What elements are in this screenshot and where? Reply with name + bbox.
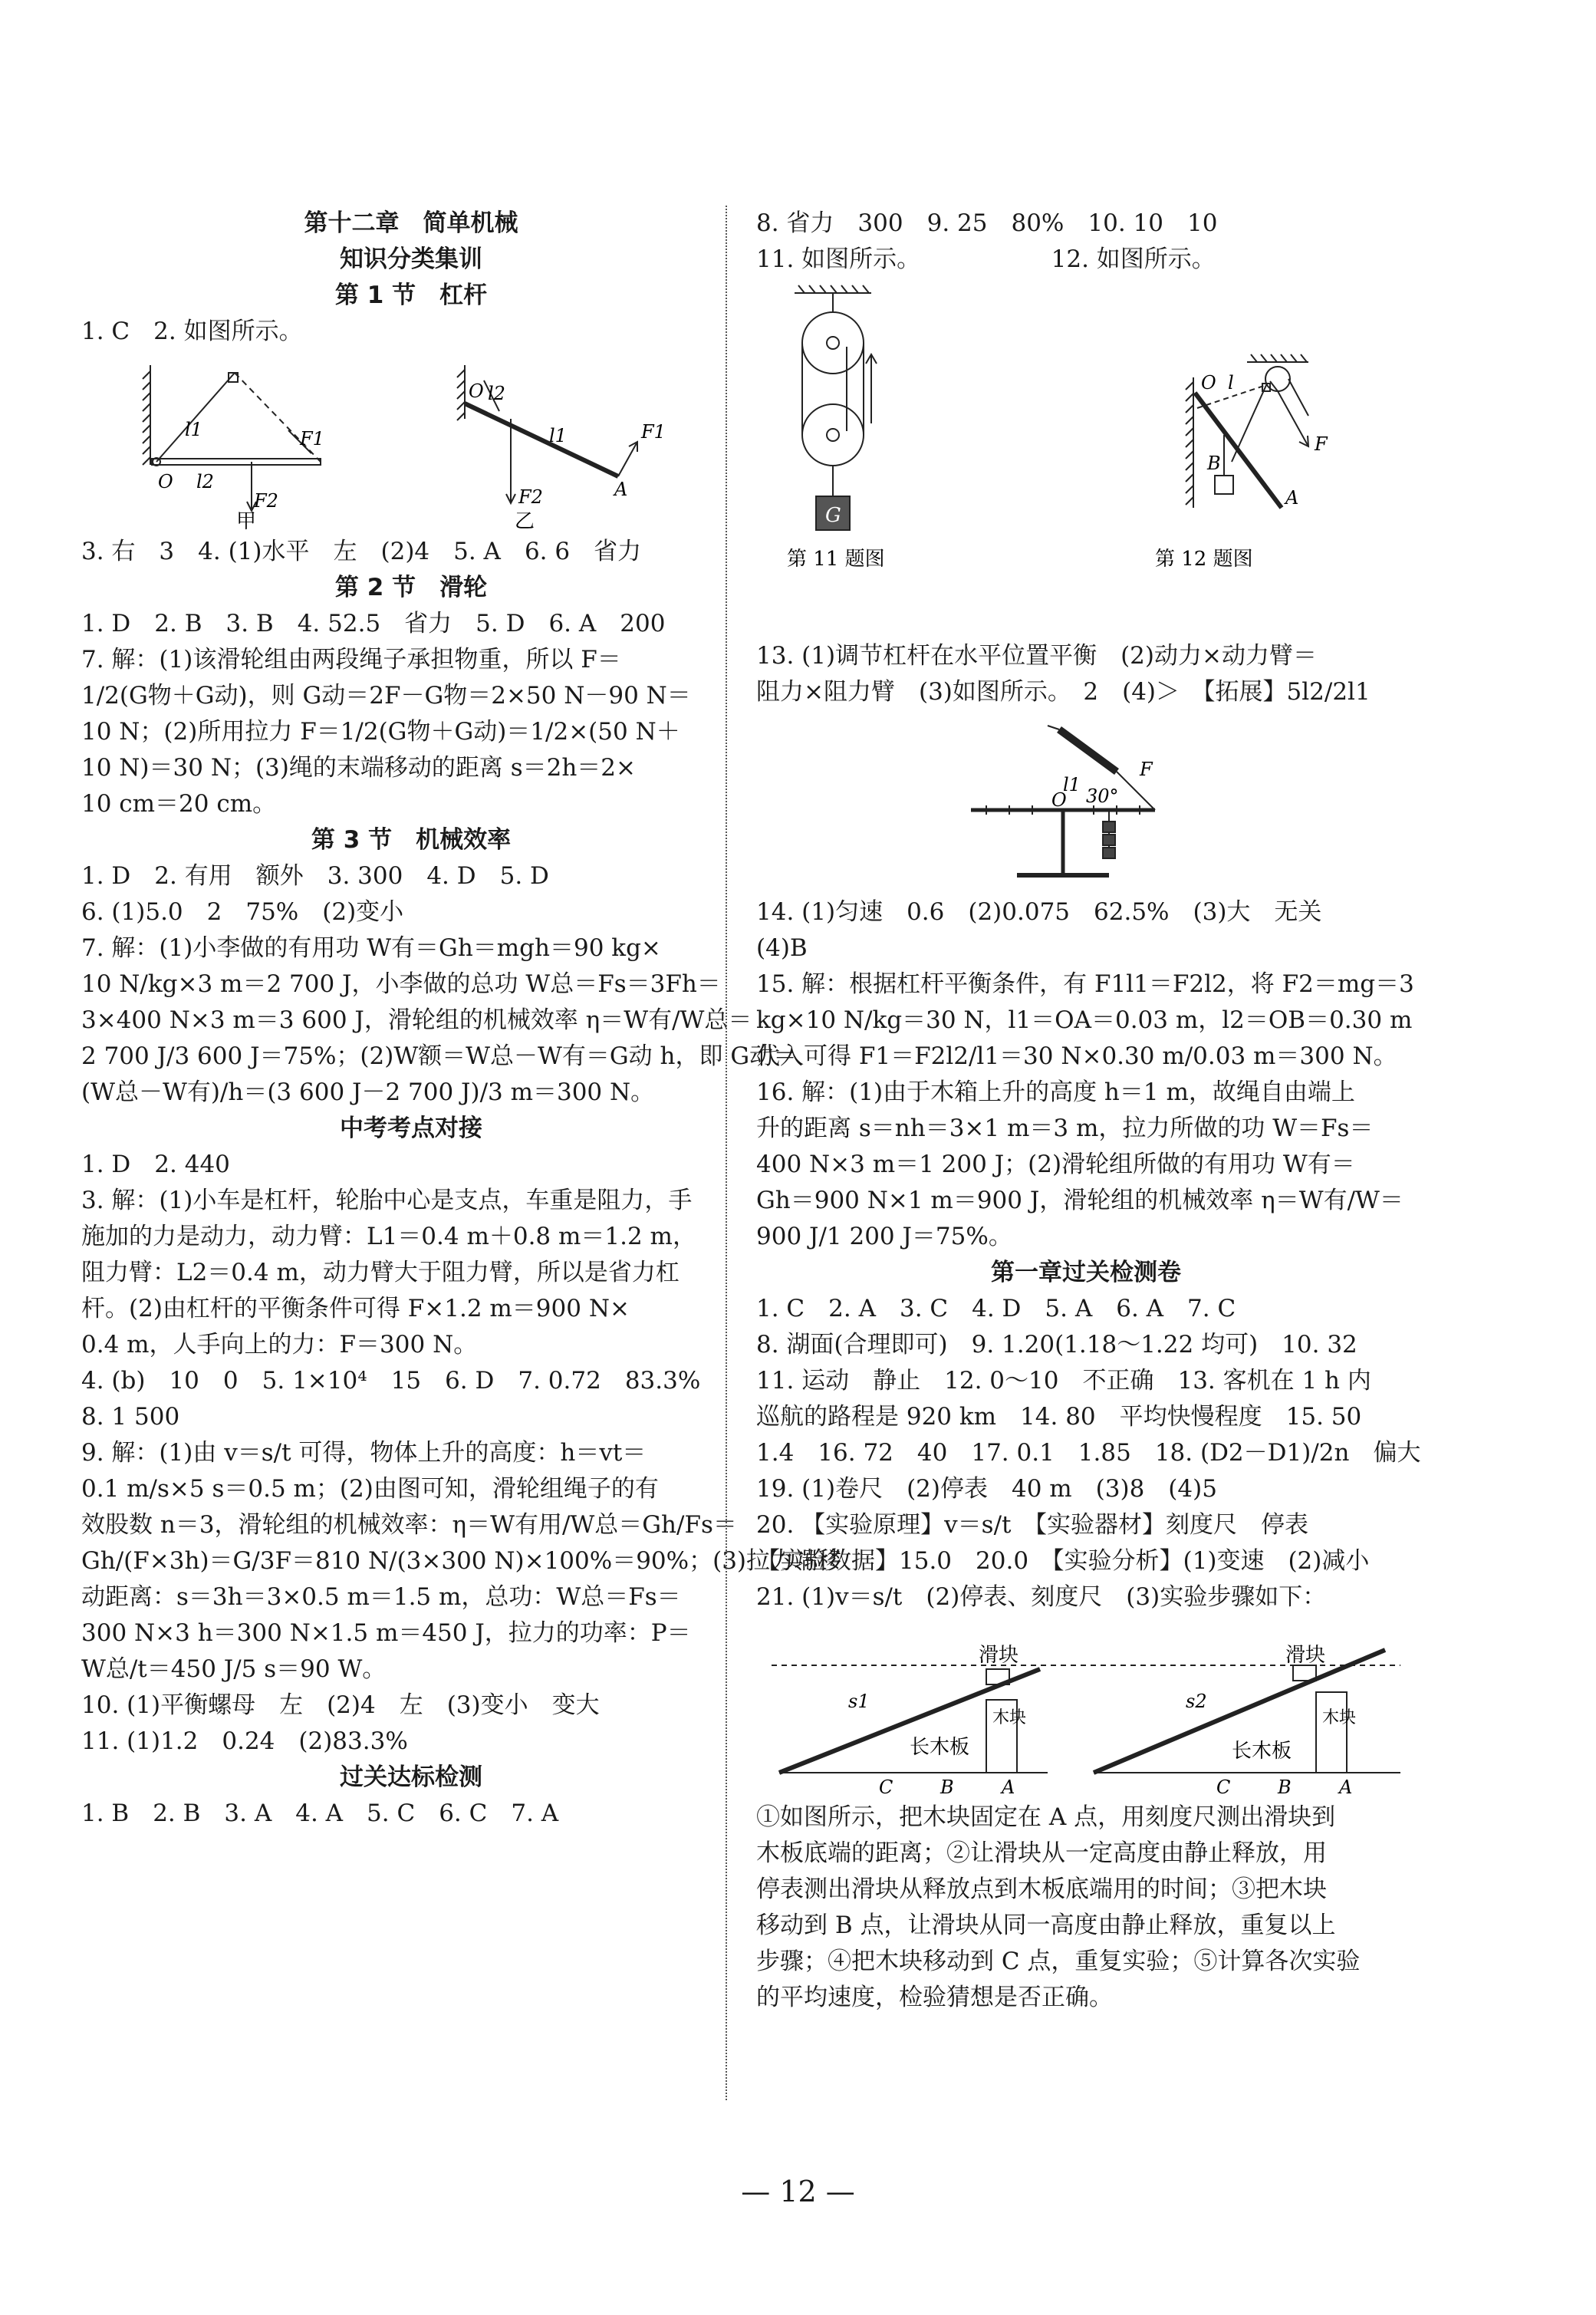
answer-line: 步骤；④把木块移动到 C 点，重复实验；⑤计算各次实验 — [756, 1948, 1361, 1975]
svg-text:第 11 题图: 第 11 题图 — [787, 548, 885, 571]
answer-line: 8. 1 500 — [81, 1403, 180, 1431]
svg-text:滑块: 滑块 — [979, 1644, 1019, 1667]
svg-text:l2: l2 — [196, 471, 214, 492]
answer-line: 11. 如图所示。 12. 如图所示。 — [756, 245, 1216, 273]
answer-line: 21. (1)v＝s/t (2)停表、刻度尺 (3)实验步骤如下： — [756, 1583, 1327, 1611]
answer-line: 11. 运动 静止 12. 0～10 不正确 13. 客机在 1 h 内 — [756, 1367, 1371, 1395]
svg-text:乙: 乙 — [515, 510, 535, 533]
answer-line: W总/t＝450 J/5 s＝90 W。 — [81, 1655, 387, 1683]
answer-line: 阻力×阻力臂 (3)如图所示。 2 (4)＞ 【拓展】5l2/2l1 — [756, 678, 1371, 706]
svg-text:G: G — [825, 504, 841, 527]
answer-line: 1. B 2. B 3. A 4. A 5. C 6. C 7. A — [81, 1800, 559, 1827]
answer-line: 杆。(2)由杠杆的平衡条件可得 F×1.2 m＝900 N× — [81, 1295, 630, 1322]
svg-text:A: A — [1002, 1777, 1015, 1798]
answer-line: 400 N×3 m＝1 200 J；(2)滑轮组所做的有用功 W有＝ — [756, 1151, 1355, 1178]
answer-line: 【实验数据】15.0 20.0 【实验分析】(1)变速 (2)减小 — [756, 1547, 1370, 1575]
svg-text:O: O — [469, 380, 484, 402]
answer-line: 升的距离 s＝nh＝3×1 m＝3 m，拉力所做的功 W＝Fs＝ — [756, 1115, 1374, 1142]
answer-line: 20. 【实验原理】v＝s/t 【实验器材】刻度尺 停表 — [756, 1511, 1308, 1539]
answer-line: 10 N/kg×3 m＝2 700 J，小李做的总功 W总＝Fs＝3Fh＝ — [81, 970, 721, 998]
section-heading: 第 2 节 滑轮 — [334, 574, 488, 601]
answer-line: 1. D 2. 有用 额外 3. 300 4. D 5. D — [81, 862, 549, 890]
answer-line: 3. 右 3 4. (1)水平 左 (2)4 5. A 6. 6 省力 — [81, 538, 642, 565]
answer-line: 0.1 m/s×5 s＝0.5 m；(2)由图可知，滑轮组绳子的有 — [81, 1475, 659, 1503]
answer-line: 0.4 m，人手向上的力：F＝300 N。 — [81, 1331, 478, 1358]
answer-line: 4. (b) 10 0 5. 1×10⁴ 15 6. D 7. 0.72 83.3% — [81, 1367, 701, 1395]
svg-text:O: O — [1201, 372, 1216, 394]
answer-line: 19. (1)卷尺 (2)停表 40 m (3)8 (4)5 — [756, 1475, 1217, 1503]
answer-line: 1. C 2. 如图所示。 — [81, 318, 303, 345]
page-number: — 12 — — [741, 2175, 855, 2208]
answer-line: 1. D 2. 440 — [81, 1151, 230, 1178]
answer-line: 10 N；(2)所用拉力 F＝1/2(G物＋G动)＝1/2×(50 N＋ — [81, 718, 680, 746]
svg-text:长木板: 长木板 — [910, 1736, 970, 1759]
svg-text:B: B — [1207, 453, 1221, 474]
svg-text:滑块: 滑块 — [1285, 1644, 1326, 1667]
svg-text:l1: l1 — [549, 425, 567, 446]
answer-line: 13. (1)调节杠杆在水平位置平衡 (2)动力×动力臂＝ — [756, 642, 1317, 670]
answer-line: 1. C 2. A 3. C 4. D 5. A 6. A 7. C — [756, 1295, 1236, 1322]
answer-line: 移动到 B 点，让滑块从同一高度由静止释放，重复以上 — [756, 1912, 1336, 1939]
section-heading: 第十二章 简单机械 — [304, 209, 518, 237]
answer-line: 9. 解：(1)由 v＝s/t 可得，物体上升的高度：h＝vt＝ — [81, 1439, 647, 1467]
answer-line: 6. (1)5.0 2 75% (2)变小 — [81, 898, 404, 926]
answer-line: ①如图所示，把木块固定在 A 点，用刻度尺测出滑块到 — [756, 1803, 1336, 1831]
svg-text:甲: 甲 — [236, 510, 257, 533]
answer-line: 1/2(G物＋G动)，则 G动＝2F－G物＝2×50 N－90 N＝ — [81, 682, 691, 710]
svg-text:l2: l2 — [488, 383, 505, 404]
column-divider — [726, 206, 727, 2100]
answer-line: 14. (1)匀速 0.6 (2)0.075 62.5% (3)大 无关 — [756, 898, 1322, 926]
answer-line: 16. 解：(1)由于木箱上升的高度 h＝1 m，故绳自由端上 — [756, 1078, 1355, 1106]
answer-line: 11. (1)1.2 0.24 (2)83.3% — [81, 1727, 408, 1755]
answer-line: 15. 解：根据杠杆平衡条件，有 F1l1＝F2l2，将 F2＝mg＝3 — [756, 970, 1414, 998]
answer-line: 动距离：s＝3h＝3×0.5 m＝1.5 m，总功：W总＝Fs＝ — [81, 1583, 681, 1611]
svg-text:F1: F1 — [641, 421, 666, 443]
balance-figure — [756, 710, 1416, 894]
answer-line: 代入可得 F1＝F2l2/l1＝30 N×0.30 m/0.03 m＝300 N。 — [756, 1042, 1397, 1070]
answer-line: 的平均速度，检验猜想是否正确。 — [756, 1984, 1113, 2011]
svg-text:A: A — [1285, 487, 1299, 509]
answer-line: 效股数 n＝3，滑轮组的机械效率：η＝W有用/W总＝Gh/Fs＝ — [81, 1511, 737, 1539]
answer-line: 停表测出滑块从释放点到木板底端用的时间；③把木块 — [756, 1875, 1327, 1903]
answer-line: 3. 解：(1)小车是杠杆，轮胎中心是支点，车重是阻力，手 — [81, 1187, 693, 1214]
svg-text:F: F — [1315, 433, 1328, 455]
answer-line: Gh＝900 N×1 m＝900 J，滑轮组的机械效率 η＝W有/W＝ — [756, 1187, 1403, 1214]
svg-text:B: B — [1278, 1777, 1292, 1798]
svg-text:F2: F2 — [518, 486, 543, 508]
answer-line: 7. 解：(1)该滑轮组由两段绳子承担物重，所以 F＝ — [81, 646, 621, 673]
svg-text:s2: s2 — [1186, 1691, 1207, 1712]
section-heading: 知识分类集训 — [340, 245, 482, 273]
svg-text:A: A — [1339, 1777, 1353, 1798]
answer-line: 3×400 N×3 m＝3 600 J，滑轮组的机械效率 η＝W有/W总＝ — [81, 1006, 752, 1034]
svg-text:C: C — [1216, 1777, 1231, 1798]
svg-text:B: B — [940, 1777, 954, 1798]
answer-line: 7. 解：(1)小李做的有用功 W有＝Gh＝mgh＝90 kg× — [81, 934, 661, 962]
svg-text:l: l — [1228, 372, 1234, 394]
answer-line: 施加的力是动力，动力臂：L1＝0.4 m＋0.8 m＝1.2 m， — [81, 1223, 696, 1250]
svg-text:木块: 木块 — [1322, 1708, 1357, 1727]
answer-line: 10 N)＝30 N；(3)绳的末端移动的距离 s＝2h＝2× — [81, 754, 637, 782]
svg-text:O: O — [1051, 789, 1067, 811]
answer-line: 10. (1)平衡螺母 左 (2)4 左 (3)变小 变大 — [81, 1691, 600, 1719]
incline-figure — [756, 1615, 1416, 1800]
answer-line: Gh/(F×3h)＝G/3F＝810 N/(3×300 N)×100%＝90%；(3)拉力端移 — [81, 1547, 842, 1575]
svg-text:C: C — [879, 1777, 893, 1798]
section-heading: 过关达标检测 — [340, 1763, 482, 1791]
svg-text:第 12 题图: 第 12 题图 — [1155, 548, 1253, 571]
answer-line: 阻力臂：L2＝0.4 m，动力臂大于阻力臂，所以是省力杠 — [81, 1259, 680, 1286]
section-heading: 第 1 节 杠杆 — [334, 282, 488, 309]
svg-text:F1: F1 — [300, 428, 324, 449]
lever-figure — [81, 350, 741, 534]
section-heading: 第 3 节 机械效率 — [311, 826, 512, 854]
answer-line: 巡航的路程是 920 km 14. 80 平均快慢程度 15. 50 — [756, 1403, 1362, 1431]
answer-line: 300 N×3 h＝300 N×1.5 m＝450 J，拉力的功率：P＝ — [81, 1619, 691, 1647]
section-heading: 中考考点对接 — [340, 1115, 482, 1142]
right-column — [756, 206, 1421, 2016]
svg-text:l1: l1 — [1063, 774, 1081, 795]
section-heading: 第一章过关检测卷 — [991, 1259, 1181, 1286]
answer-line: (W总－W有)/h＝(3 600 J－2 700 J)/3 m＝300 N。 — [81, 1078, 655, 1106]
answer-line: 1.4 16. 72 40 17. 0.1 1.85 18. (D2－D1)/2n 偏大 — [756, 1439, 1421, 1467]
svg-text:F2: F2 — [254, 490, 278, 512]
svg-text:A: A — [614, 479, 628, 500]
svg-text:30°: 30° — [1086, 785, 1119, 807]
answer-line: kg×10 N/kg＝30 N，l1＝OA＝0.03 m，l2＝OB＝0.30 m — [756, 1006, 1413, 1034]
answer-line: (4)B — [756, 934, 808, 962]
pulley-figure — [756, 278, 1416, 638]
svg-text:l1: l1 — [185, 419, 202, 440]
svg-text:s1: s1 — [848, 1691, 870, 1712]
lever-o-label: O — [158, 471, 173, 492]
answer-line: 10 cm＝20 cm。 — [81, 790, 277, 818]
answer-line: 2 700 J/3 600 J＝75%；(2)W额＝W总－W有＝G动 h，即 G动＝ — [81, 1042, 798, 1070]
answer-line: 木板底端的距离；②让滑块从一定高度由静止释放，用 — [756, 1839, 1327, 1867]
answer-line: 1. D 2. B 3. B 4. 52.5 省力 5. D 6. A 200 — [81, 610, 666, 637]
svg-text:木块: 木块 — [992, 1708, 1027, 1727]
svg-text:F: F — [1140, 759, 1153, 780]
answer-line: 8. 湖面(合理即可) 9. 1.20(1.18～1.22 均可) 10. 32 — [756, 1331, 1357, 1358]
answer-line: 8. 省力 300 9. 25 80% 10. 10 10 — [756, 209, 1218, 237]
svg-text:长木板: 长木板 — [1232, 1740, 1292, 1763]
answer-line: 900 J/1 200 J＝75%。 — [756, 1223, 1012, 1250]
